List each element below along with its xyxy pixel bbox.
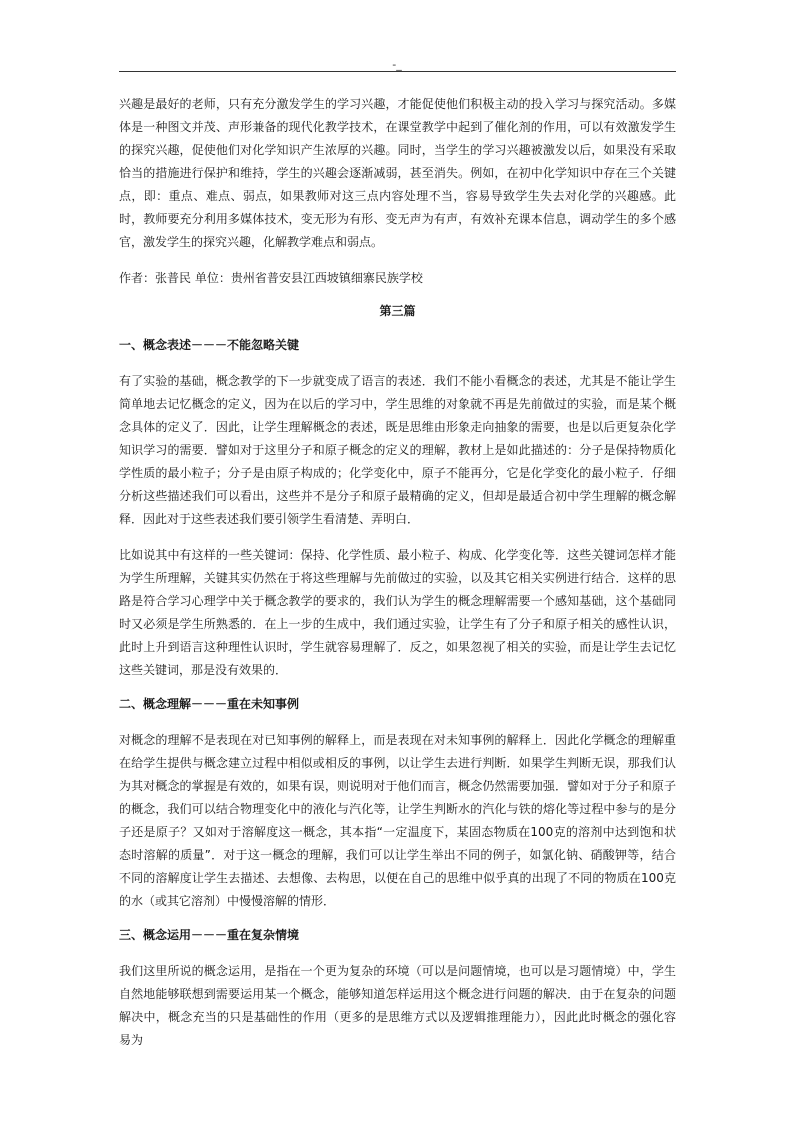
header-mark: -_ <box>392 58 402 71</box>
section-1-heading: 一、概念表述－－－不能忽略关键 <box>119 338 300 352</box>
intro-paragraph: 兴趣是最好的老师，只有充分激发学生的学习兴趣，才能促使他们积极主动的投入学习与探究活动。多媒体是一种图文并茂、声形兼备的现代化教学技术，在课堂教学中起到了催化剂的作用，可以有效激发学生的探究兴趣，促使他们对化学知识产生浓厚的兴趣。同时，当学生的学习兴趣被激发以后，如果没有采取恰当的措施进行保护和维持，学生的兴趣会逐渐减弱，甚至消失。例如，在初中化学知识中存在三个关键点，即：重点、难点、弱点，如果教师对这三点内容处理不当，容易导致学生失去对化学的兴趣感。此时，教师要充分利用多媒体技术，变无形为有形、变无声为有声，有效补充课本信息，调动学生的多个感官，激发学生的探究兴趣，化解教学难点和弱点。 <box>119 97 676 249</box>
article-title: 第三篇 <box>379 304 416 318</box>
section-1-paragraph-1: 有了实验的基础，概念教学的下一步就变成了语言的表述．我们不能小看概念的表述，尤其是不能让学生简单地去记忆概念的定义，因为在以后的学习中，学生思维的对象就不再是先前做过的实验，而是某个概念具体的定义了．因此，让学生理解概念的表述，既是思维由形象走向抽象的需要，也是以后更复杂化学知识学习的需要．譬如对于这里分子和原子概念的定义的理解，教材上是如此描述的：分子是保持物质化学性质的最小粒子；分子是由原子构成的；化学变化中，原子不能再分，它是化学变化的最小粒子．仔细分析这些描述我们可以看出，这些并不是分子和原子最精确的定义，但却是最适合初中学生理解的概念解释．因此对于这些表述我们要引领学生看清楚、弄明白． <box>119 374 676 526</box>
section-3-paragraph-1: 我们这里所说的概念运用，是指在一个更为复杂的环境（可以是问题情境，也可以是习题情境）中，学生自然地能够联想到需要运用某一个概念，能够知道怎样运用这个概念进行问题的解决．由于在复杂的问题解决中，概念充当的只是基础性的作用（更多的是思维方式以及逻辑推理能力），因此此时概念的强化容易为 <box>119 964 676 1047</box>
header-rule <box>119 71 676 72</box>
section-2-heading: 二、概念理解－－－重在未知事例 <box>119 697 300 711</box>
section-1-paragraph-2: 比如说其中有这样的一些关键词：保持、化学性质、最小粒子、构成、化学变化等．这些关键词怎样才能为学生所理解，关键其实仍然在于将这些理解与先前做过的实验，以及其它相关实例进行结合．这样的思路是符合学习心理学中关于概念教学的要求的，我们认为学生的概念理解需要一个感知基础，这个基础同时又必须是学生所熟悉的．在上一步的生成中，我们通过实验，让学生有了分子和原子相关的感性认识，此时上升到语言这种理性认识时，学生就容易理解了．反之，如果忽视了相关的实验，而是让学生去记忆这些关键词，那是没有效果的． <box>119 548 676 677</box>
document-body <box>119 93 676 1052</box>
section-3-heading: 三、概念运用－－－重在复杂情境 <box>119 928 300 942</box>
author-line: 作者：张普民 单位：贵州省普安县江西坡镇细寨民族学校 <box>119 271 423 285</box>
section-2-paragraph-1: 对概念的理解不是表现在对已知事例的解释上，而是表现在对未知事例的解释上．因此化学概念的理解重在给学生提供与概念建立过程中相似或相反的事例，以让学生去进行判断．如果学生判断无误，那我们认为其对概念的掌握是有效的，如果有误，则说明对于他们而言，概念仍然需要加强．譬如对于分子和原子的概念，我们可以结合物理变化中的液化与汽化等，让学生判断水的汽化与铁的熔化等过程中参与的是分子还是原子？又如对于溶解度这一概念，其本指“一定温度下，某固态物质在100克的溶剂中达到饱和状态时溶解的质量”．对于这一概念的理解，我们可以让学生举出不同的例子，如氯化钠、硝酸钾等，结合不同的溶解度让学生去描述、去想像、去构思，以便在自己的思维中似乎真的出现了不同的物质在100克的水（或其它溶剂）中慢慢溶解的情形． <box>119 733 676 908</box>
